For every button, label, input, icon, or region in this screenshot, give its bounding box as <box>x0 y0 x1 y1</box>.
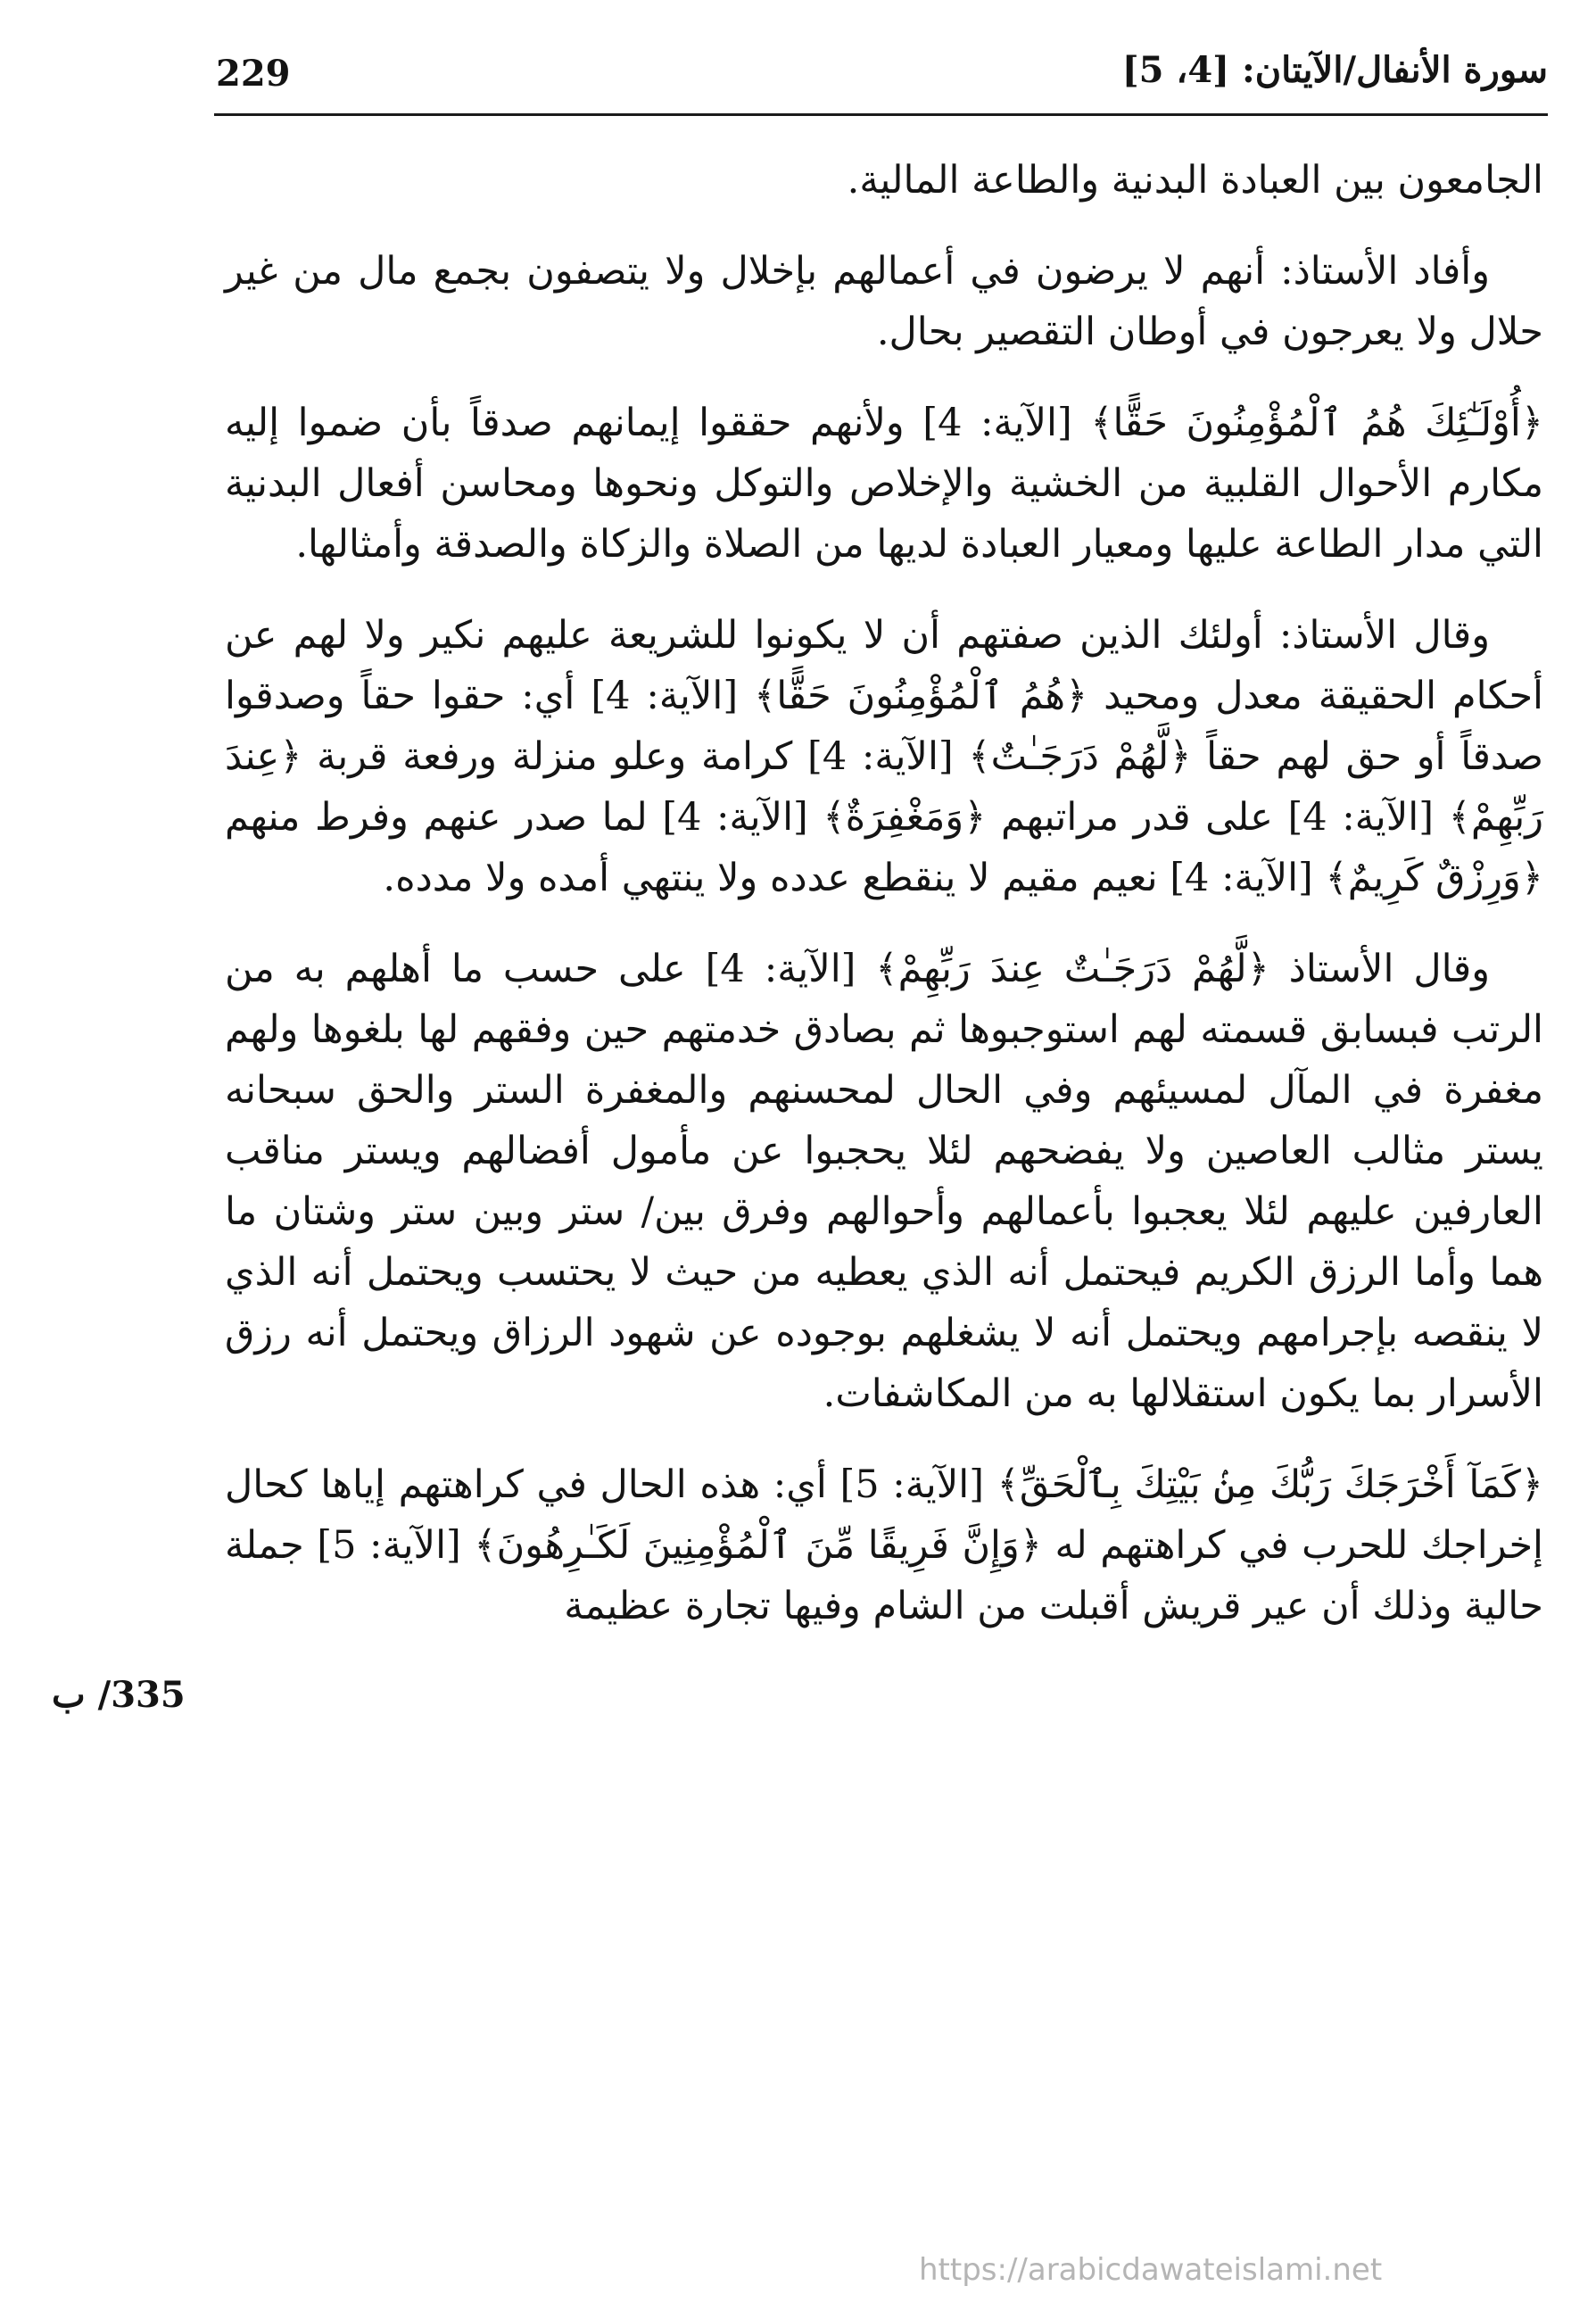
page-number: 229 <box>216 53 291 95</box>
paragraph-1: الجامعون بين العبادة البدنية والطاعة المالية. <box>847 158 1543 203</box>
paragraph-6: ﴿كَمَآ أَخْرَجَكَ رَبُّكَ مِنۢ بَيْتِكَ بِٱلْحَقِّ﴾ [الآية: 5] أي: هذه الحال في كراهتهم إياها كحال إخراجك للحرب في كراهتهم له ﴿وَإِنَّ فَرِيقًا مِّنَ ٱلْمُؤْمِنِينَ لَكَـٰرِهُونَ﴾ [الآية: 5] جملة حالية وذلك أن عير قريش أقبلت من الشام وفيها تجارة عظيمة <box>225 1462 1543 1628</box>
page-header <box>214 49 1548 116</box>
body-text <box>225 150 1543 1667</box>
manuscript-folio-note: 335/ ب <box>52 1674 186 1716</box>
running-title: سورة الأنفال/الآيتان: [4، 5] <box>1121 49 1548 91</box>
paragraph-3: ﴿أُوْلَـٰٓئِكَ هُمُ ٱلْمُؤْمِنُونَ حَقًّا﴾ [الآية: 4] ولأنهم حققوا إيمانهم صدقاً بأن ضموا إليه مكارم الأحوال القلبية من الخشية والإخلاص والتوكل ونحوها ومحاسن أفعال البدنية التي مدار الطاعة عليها ومعيار العبادة لديها من الصلاة والزكاة والصدقة وأمثالها. <box>225 401 1543 567</box>
paragraph-5: وقال الأستاذ ﴿لَّهُمْ دَرَجَـٰتٌ عِندَ رَبِّهِمْ﴾ [الآية: 4] على حسب ما أهلهم به من الرتب فبسابق قسمته لهم استوجبوها ثم بصادق خدمتهم حين وفقهم لها بلغوها ولهم مغفرة في المآل لمسيئهم وفي الحال لمحسنهم والمغفرة الستر والحق سبحانه يستر مثالب العاصين ولا يفضحهم لئلا يحجبوا عن مأمول أفضالهم ويستر مناقب العارفين عليهم لئلا يعجبوا بأعمالهم وأحوالهم وفرق بين/ ستر وبين ستر وشتان ما هما وأما الرزق الكريم فيحتمل أنه الذي يعطيه من حيث لا يحتسب ويحتمل أنه الذي لا ينقصه بإجرامهم ويحتمل أنه لا يشغلهم بوجوده عن شهود الرزاق ويحتمل أنه رزق الأسرار بما يكون استقلالها به من المكاشفات. <box>225 947 1544 1416</box>
paragraph-4: وقال الأستاذ: أولئك الذين صفتهم أن لا يكونوا للشريعة عليهم نكير ولا لهم عن أحكام الحقيقة معدل ومحيد ﴿هُمُ ٱلْمُؤْمِنُونَ حَقًّا﴾ [الآية: 4] أي: حقوا حقاً وصدقوا صدقاً أو حق لهم حقاً ﴿لَّهُمْ دَرَجَـٰتٌ﴾ [الآية: 4] كرامة وعلو منزلة ورفعة قربة ﴿عِندَ رَبِّهِمْ﴾ [الآية: 4] على قدر مراتبهم ﴿وَمَغْفِرَةٌ﴾ [الآية: 4] لما صدر عنهم وفرط منهم ﴿وَرِزْقٌ كَرِيمٌ﴾ [الآية: 4] نعيم مقيم لا ينقطع عدده ولا ينتهي أمده ولا مدده. <box>225 613 1543 900</box>
site-watermark: https://arabicdawateislami.net <box>919 2252 1383 2288</box>
paragraph-2: وأفاد الأستاذ: أنهم لا يرضون في أعمالهم بإخلال ولا يتصفون بجمع مال من غير حلال ولا يعرجون في أوطان التقصير بحال. <box>225 249 1543 354</box>
